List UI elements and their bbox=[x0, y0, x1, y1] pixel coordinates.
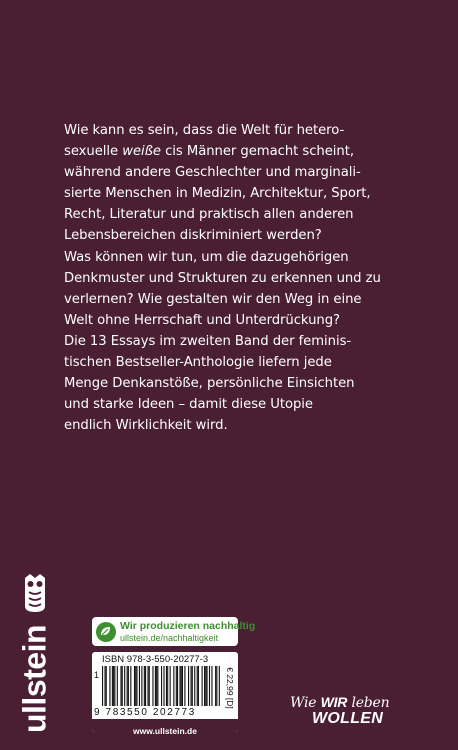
barcode-bar bbox=[176, 666, 177, 706]
blurb-line: tischen Bestseller-Anthologie liefern jede bbox=[64, 355, 332, 371]
barcode-bar bbox=[134, 666, 135, 706]
barcode-bar bbox=[216, 666, 217, 706]
barcode-bar bbox=[149, 666, 150, 706]
barcode-bar bbox=[163, 666, 164, 706]
barcode-bar bbox=[188, 666, 189, 706]
barcode-bar bbox=[141, 666, 142, 706]
barcode-bar bbox=[204, 666, 205, 706]
barcode-bar bbox=[197, 666, 198, 706]
blurb-emphasis: weiße bbox=[122, 144, 161, 160]
blurb-line: verlernen? Wie gestalten wir den Weg in eine bbox=[64, 291, 362, 307]
blurb-line: Welt ohne Herrschaft und Unterdrückung? bbox=[64, 312, 341, 328]
barcode-bar bbox=[215, 666, 216, 706]
blurb-line: Denkmuster und Strukturen zu erkennen und zu bbox=[64, 270, 381, 286]
barcode-bar bbox=[205, 666, 206, 706]
barcode-bar bbox=[198, 666, 199, 706]
blurb-line: sierte Menschen in Medizin, Architektur, Sport, bbox=[64, 186, 371, 202]
price-label-wrap bbox=[224, 666, 236, 710]
leaf-cycle-icon bbox=[95, 621, 117, 643]
barcode-bar bbox=[117, 666, 118, 706]
barcode-bar bbox=[184, 666, 185, 706]
series-word: leben bbox=[347, 695, 390, 711]
isbn-label: ISBN 978-3-550-20277-3 bbox=[102, 654, 209, 665]
blurb-line: und starke Ideen – damit diese Utopie bbox=[64, 397, 313, 413]
price-label: € 22,99 [D] bbox=[225, 667, 235, 709]
barcode-bar bbox=[104, 666, 105, 706]
publisher-website: www.ullstein.de bbox=[133, 726, 197, 736]
barcode-bar bbox=[177, 666, 178, 706]
barcode-bar bbox=[102, 666, 103, 706]
barcode-bar bbox=[124, 666, 125, 706]
barcode-bar bbox=[128, 666, 129, 706]
barcode-digits: 9 783550 202773 bbox=[94, 707, 196, 718]
barcode-bar bbox=[120, 666, 121, 706]
barcode-bar bbox=[136, 666, 137, 706]
barcode-bar bbox=[112, 666, 113, 706]
blurb-line: Recht, Literatur und praktisch allen anderen bbox=[64, 207, 354, 223]
barcode-bar bbox=[209, 666, 210, 706]
barcode-bar bbox=[202, 666, 203, 706]
barcode-bar bbox=[206, 666, 207, 706]
barcode-bar bbox=[192, 666, 193, 706]
barcode-bar bbox=[145, 666, 146, 706]
barcode-bar bbox=[139, 666, 140, 706]
series-word-bold: WIR bbox=[320, 694, 348, 710]
blurb-line: endlich Wirklichkeit wird. bbox=[64, 418, 228, 434]
barcode-bar bbox=[170, 666, 171, 706]
blurb-text bbox=[64, 120, 404, 436]
series-word: Wie bbox=[290, 695, 321, 711]
series-title-line1 bbox=[290, 694, 389, 711]
barcode-bar bbox=[122, 666, 123, 706]
sustainability-badge bbox=[92, 617, 256, 646]
blurb-line bbox=[64, 141, 404, 162]
barcode-bar bbox=[106, 666, 107, 706]
publisher-wordmark bbox=[18, 620, 52, 738]
barcode-bar bbox=[144, 666, 145, 706]
publisher-website-strip bbox=[92, 719, 238, 736]
barcode-bar bbox=[182, 666, 183, 706]
barcode-bar bbox=[135, 666, 136, 706]
barcode-bar bbox=[127, 666, 128, 706]
barcode-bar bbox=[155, 666, 156, 706]
isbn-barcode-box bbox=[92, 652, 238, 736]
barcode-lead-digit: 1 bbox=[94, 670, 100, 680]
publisher-logo bbox=[18, 572, 52, 740]
barcode-bar bbox=[152, 666, 153, 706]
blurb-fragment: sexuelle bbox=[64, 144, 123, 160]
barcode-bar bbox=[219, 666, 220, 706]
barcode-bar bbox=[157, 666, 158, 706]
barcode-bar bbox=[114, 666, 115, 706]
barcode-bar bbox=[167, 666, 168, 706]
blurb-fragment: cis Männer gemacht scheint, bbox=[160, 144, 354, 160]
barcode-bar bbox=[113, 666, 114, 706]
sustainability-title: Wir produzieren nachhaltig bbox=[120, 620, 256, 632]
blurb-line: während andere Geschlechter und marginali- bbox=[64, 165, 361, 181]
barcode-bar bbox=[161, 666, 162, 706]
blurb-line: Menge Denkanstöße, persönliche Einsichten bbox=[64, 376, 355, 392]
publisher-name: ullstein bbox=[16, 624, 53, 734]
barcode-bar bbox=[130, 666, 131, 706]
blurb-line: Was können wir tun, um die dazugehörigen bbox=[64, 249, 349, 265]
barcode-bar bbox=[173, 666, 174, 706]
blurb-line: Lebensbereichen diskriminiert werden? bbox=[64, 228, 322, 244]
barcode-bar bbox=[147, 666, 148, 706]
blurb-line: Die 13 Essays im zweiten Band der feminis- bbox=[64, 333, 352, 349]
barcode-bar bbox=[156, 666, 157, 706]
barcode-bar bbox=[191, 666, 192, 706]
barcode-bar bbox=[181, 666, 182, 706]
blurb-line: Wie kann es sein, dass die Welt für hetero- bbox=[64, 123, 345, 138]
barcode-bar bbox=[179, 666, 180, 706]
barcode-bar bbox=[166, 666, 167, 706]
barcode bbox=[102, 666, 220, 706]
barcode-bar bbox=[211, 666, 212, 706]
series-title-line2: WOLLEN bbox=[312, 710, 384, 727]
barcode-bar bbox=[109, 666, 110, 706]
owl-icon bbox=[22, 572, 48, 614]
barcode-bar bbox=[194, 666, 195, 706]
sustainability-url: ullstein.de/nachhaltigkeit bbox=[120, 633, 219, 643]
